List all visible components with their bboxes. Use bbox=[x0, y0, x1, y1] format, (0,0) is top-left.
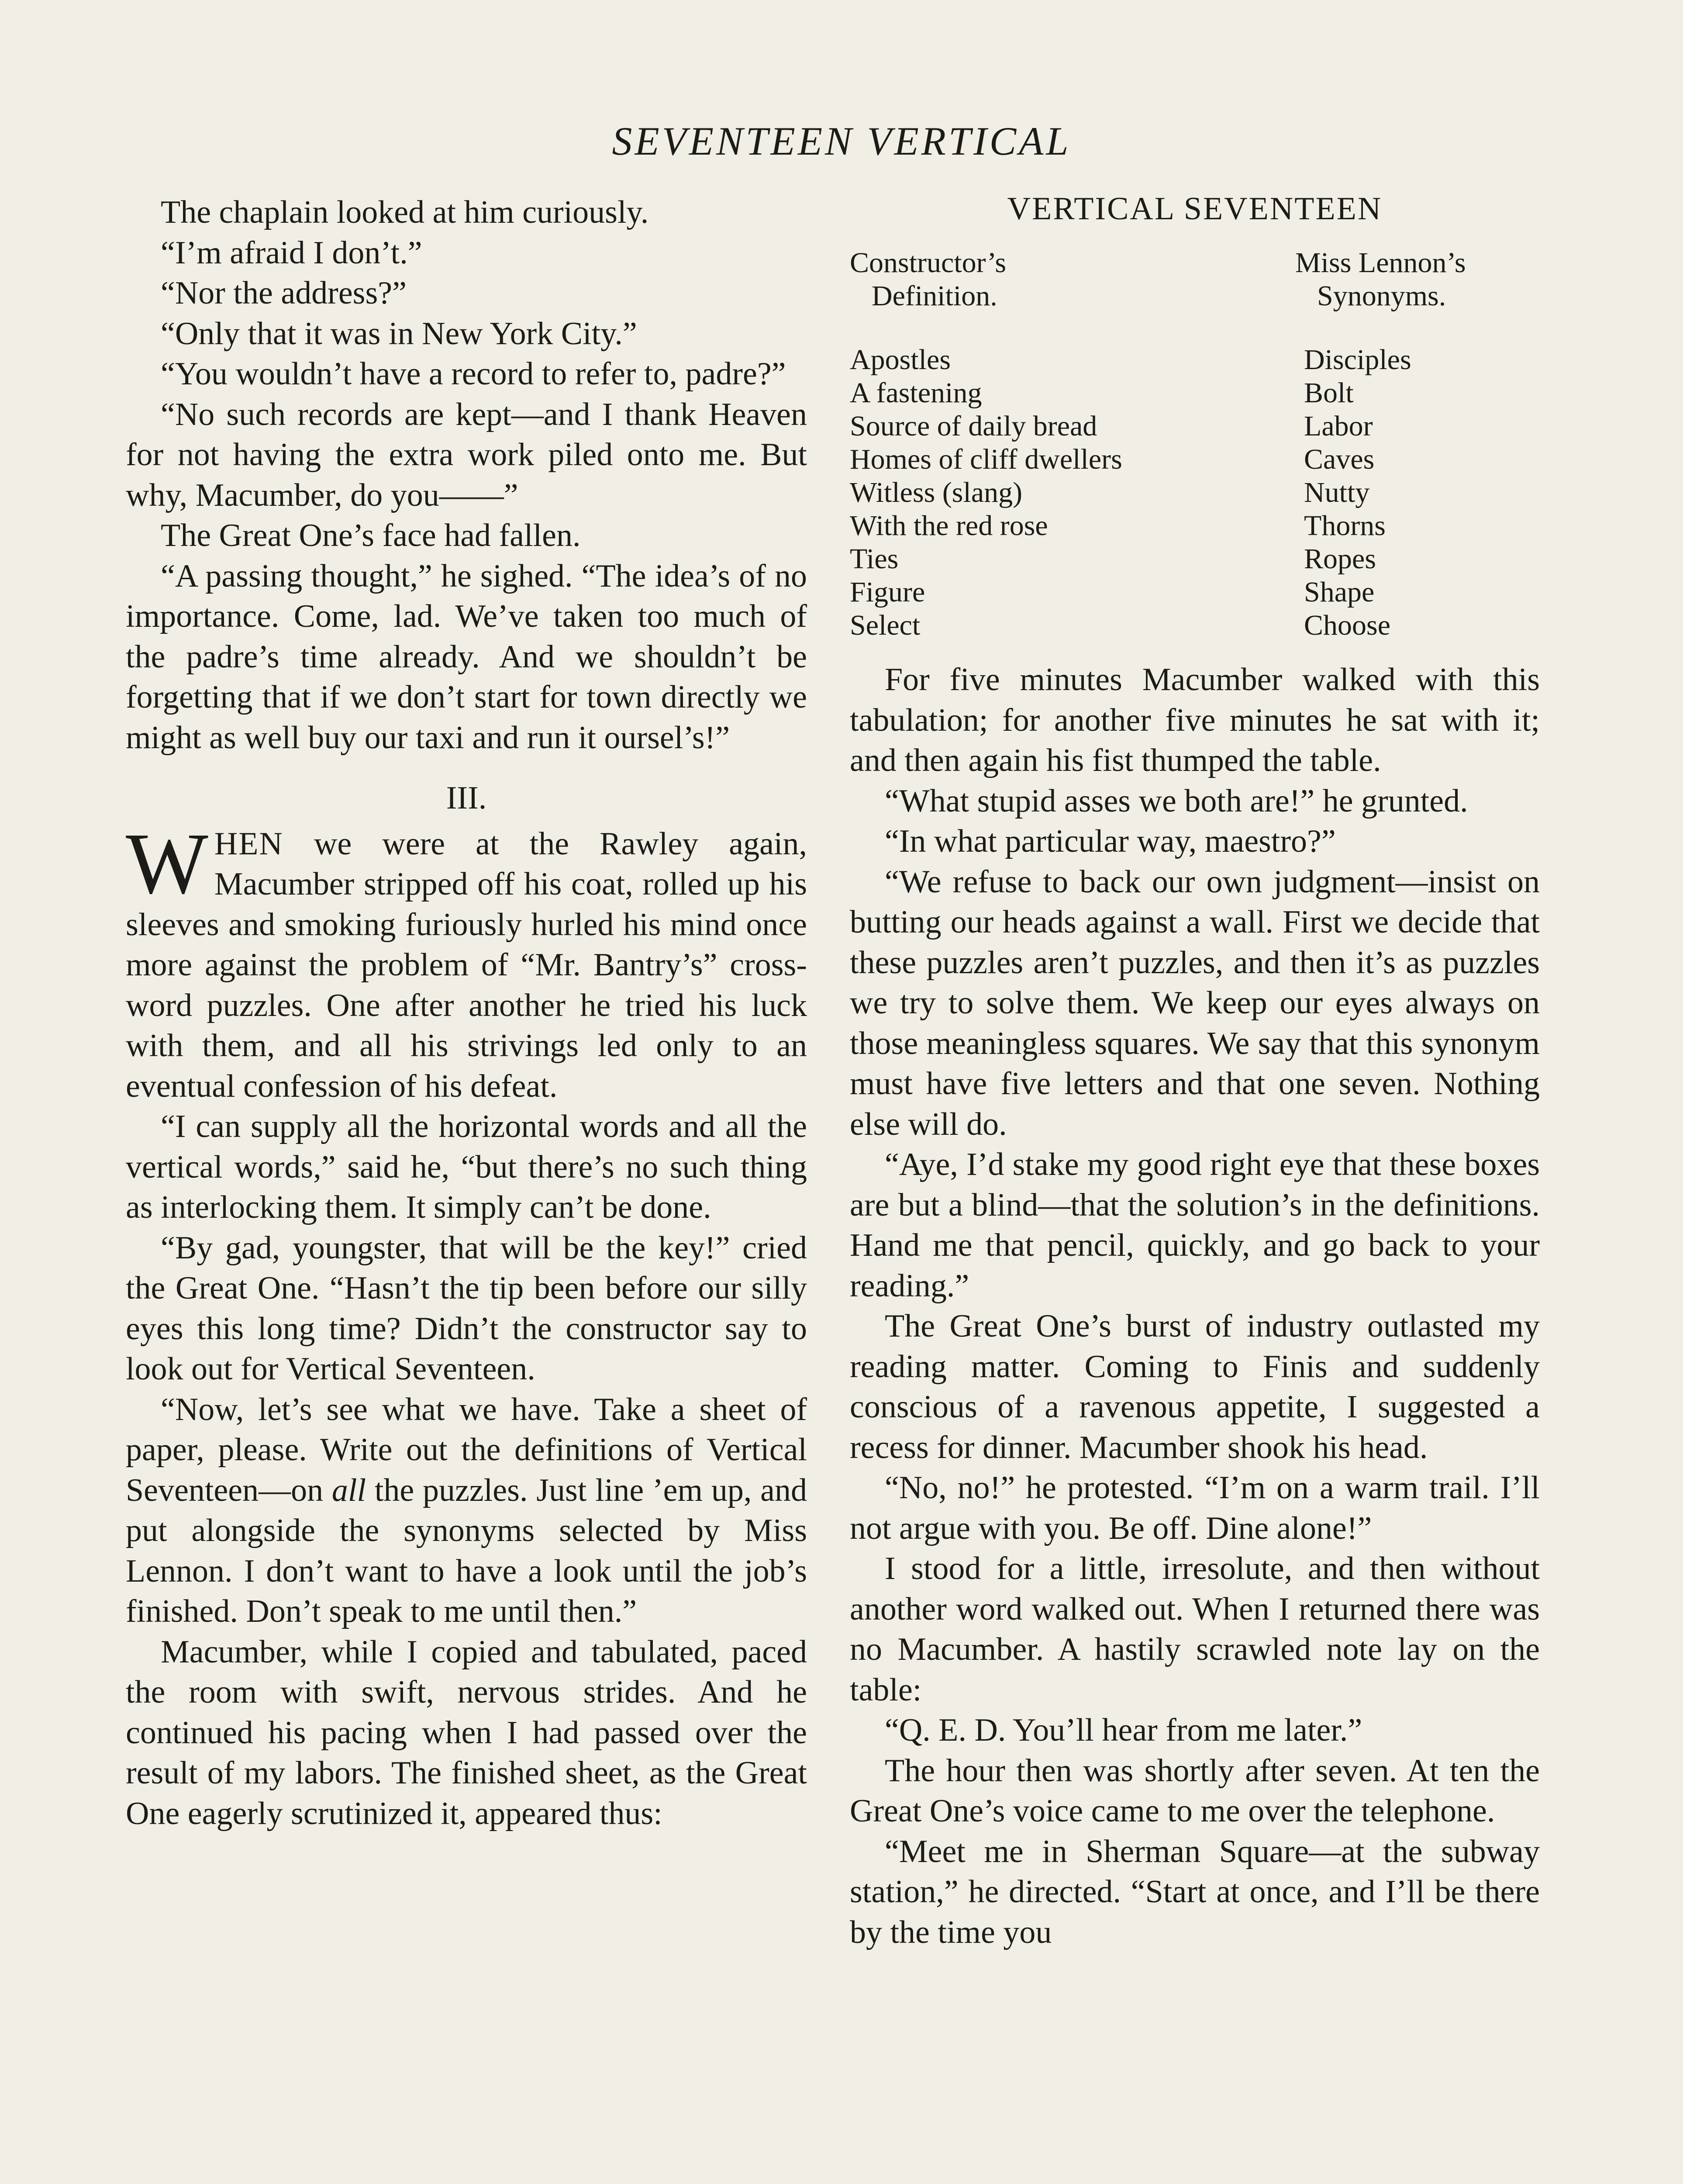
table-row bbox=[850, 576, 1540, 609]
dropcap-paragraph bbox=[126, 815, 807, 1107]
synonym-cell: Labor bbox=[1304, 410, 1373, 442]
table-row bbox=[850, 443, 1540, 476]
definition-cell: Select bbox=[850, 609, 921, 641]
definition-cell: Homes of cliff dwellers bbox=[850, 443, 1122, 475]
paragraph: “Q. E. D. You’ll hear from me later.” bbox=[885, 1712, 1362, 1748]
paragraph: The Great One’s burst of industry outlasted my reading matter. Coming to Finis and suddenly conscious of a ravenous appetite, I suggested a recess for dinner. Macumber shook his head. bbox=[850, 1308, 1540, 1465]
text-run: the puzzles. Just line ’em up, and put alongside the synonyms selected by Miss Lennon. I don’t want to have a look until the job’s finished. Don’t speak to me until then.” bbox=[126, 1472, 807, 1629]
header-line: Definition. bbox=[872, 280, 997, 312]
paragraph: “Meet me in Sherman Square—at the subway station,” he directed. “Start at once, and I’ll be there by the time you bbox=[850, 1833, 1540, 1950]
col-header-definition bbox=[850, 246, 1094, 313]
paragraph: “I can supply all the horizontal words and all the vertical words,” said he, “but there’s no such thing as interlocking them. It simply can’t be done. bbox=[126, 1109, 807, 1225]
paragraph: “Aye, I’d stake my good right eye that these boxes are but a blind—that the solution’s in the definitions. Hand me that pencil, quickly, and go back to your reading.” bbox=[850, 1147, 1540, 1304]
definition-cell: A fastening bbox=[850, 377, 982, 409]
synonym-cell: Nutty bbox=[1304, 477, 1370, 508]
paragraph: The chaplain looked at him curiously. bbox=[161, 194, 649, 230]
paragraph: “I’m afraid I don’t.” bbox=[161, 235, 422, 271]
definition-cell: Apostles bbox=[850, 344, 951, 376]
paragraph: “Nor the address?” bbox=[161, 275, 407, 311]
definition-cell: With the red rose bbox=[850, 510, 1048, 542]
paragraph: The hour then was shortly after seven. At ten the Great One’s voice came to me over the telephone. bbox=[850, 1752, 1540, 1829]
table-row bbox=[850, 410, 1540, 443]
synonym-cell: Choose bbox=[1304, 609, 1390, 641]
synonym-cell: Bolt bbox=[1304, 377, 1354, 409]
paragraph: The Great One’s face had fallen. bbox=[161, 518, 581, 553]
table-row bbox=[850, 476, 1540, 509]
header-line: Miss Lennon’s bbox=[1295, 247, 1466, 279]
right-column bbox=[850, 192, 1540, 1952]
paragraph: I stood for a little, irresolute, and then without another word walked out. When I returned there was no Macumber. A hastily scrawled note lay on the table: bbox=[850, 1551, 1540, 1708]
definition-cell: Figure bbox=[850, 576, 925, 608]
text-run: “Now, let’s see what we have. Take a sheet of paper, please. Write out the definitions of Vertical Seventeen—on bbox=[126, 1391, 807, 1508]
synonym-cell: Thorns bbox=[1304, 510, 1386, 542]
col-header-synonym bbox=[1295, 246, 1540, 313]
synonym-cell: Caves bbox=[1304, 443, 1375, 475]
paragraph: “You wouldn’t have a record to refer to, padre?” bbox=[161, 356, 786, 392]
paragraph: “What stupid asses we both are!” he grunted. bbox=[885, 783, 1468, 819]
dropcap-smallcaps: HEN bbox=[214, 826, 283, 862]
paragraph: For five minutes Macumber walked with this tabulation; for another five minutes he sat with it; and then again his fist thumped the table. bbox=[850, 662, 1540, 778]
dropcap-letter: W bbox=[126, 815, 208, 912]
table-row bbox=[850, 343, 1540, 377]
dropcap-paragraph-text: we were at the Rawley again, Macumber stripped off his coat, rolled up his sleeves and smoking furiously hurled his mind once more against the problem of “Mr. Bantry’s” cross-word puzzles. One after another he tried his luck with them, and all his strivings led only to an eventual confession of his defeat. bbox=[126, 826, 807, 1104]
header-line: Constructor’s bbox=[850, 247, 1007, 279]
table-row bbox=[850, 377, 1540, 410]
running-head: SEVENTEEN VERTICAL bbox=[612, 119, 1071, 163]
left-column bbox=[126, 192, 807, 1834]
definition-cell: Ties bbox=[850, 543, 899, 575]
paragraph: “No, no!” he protested. “I’m on a warm trail. I’ll not argue with you. Be off. Dine alone!” bbox=[850, 1470, 1540, 1546]
paragraph: “No such records are kept—and I thank Heaven for not having the extra work piled onto me. But why, Macumber, do you——” bbox=[126, 396, 807, 513]
paragraph: “A passing thought,” he sighed. “The idea’s of no importance. Come, lad. We’ve taken too much of the padre’s time already. And we shouldn’t be forgetting that if we don’t start for town directly we might as well buy our taxi and run it oursel’s!” bbox=[126, 558, 807, 756]
synonym-cell: Shape bbox=[1304, 576, 1375, 608]
paragraph: “By gad, youngster, that will be the key!” cried the Great One. “Hasn’t the tip been before our silly eyes this long time? Didn’t the constructor say to look out for Vertical Seventeen. bbox=[126, 1230, 807, 1387]
definition-cell: Source of daily bread bbox=[850, 410, 1097, 442]
paragraph: “Only that it was in New York City.” bbox=[161, 315, 637, 352]
paragraph: Macumber, while I copied and tabulated, paced the room with swift, nervous strides. And he continued his pacing when I had passed over the result of my labors. The finished sheet, as the Great One eagerly scrutinized it, appeared thus: bbox=[126, 1634, 807, 1832]
header-line: Synonyms. bbox=[1317, 280, 1446, 312]
definition-cell: Witless (slang) bbox=[850, 477, 1023, 508]
synonym-cell: Disciples bbox=[1304, 344, 1411, 376]
paragraph bbox=[126, 1389, 807, 1632]
synonym-table bbox=[850, 192, 1540, 642]
table-row bbox=[850, 609, 1540, 642]
paragraph: “In what particular way, maestro?” bbox=[885, 823, 1336, 859]
table-header bbox=[850, 246, 1540, 313]
table-row bbox=[850, 543, 1540, 576]
table-row bbox=[850, 509, 1540, 543]
section-number: III. bbox=[446, 780, 487, 816]
italic-word: all bbox=[331, 1472, 366, 1508]
synonym-cell: Ropes bbox=[1304, 543, 1376, 575]
table-title: VERTICAL SEVENTEEN bbox=[1007, 191, 1383, 227]
paragraph: “We refuse to back our own judgment—insist on butting our heads against a wall. First we decide that these puzzles aren’t puzzles, and then it’s as puzzles we try to solve them. We keep our eyes always on those meaningless squares. We say that this synonym must have five letters and that one seven. Nothing else will do. bbox=[850, 864, 1540, 1142]
